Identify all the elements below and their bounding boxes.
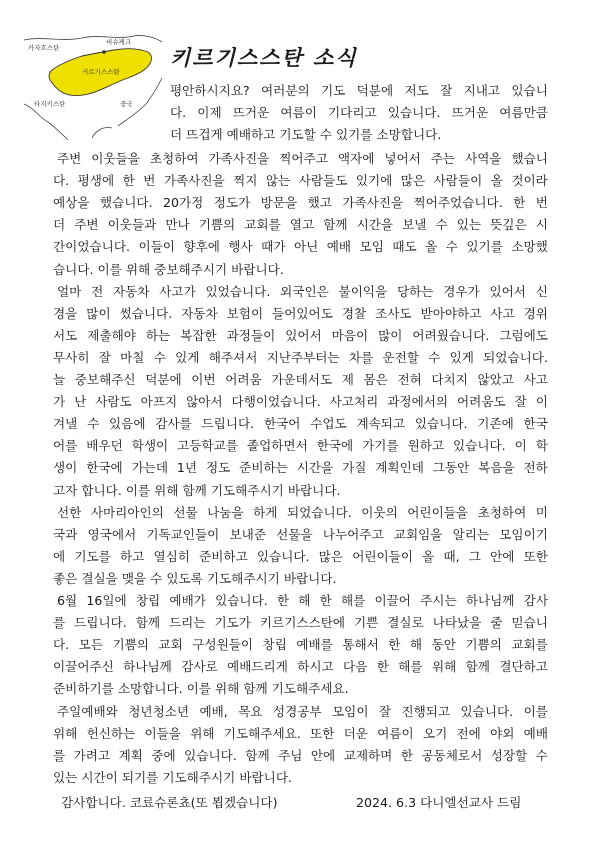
body-line: 겨낼 수 있음에 감사를 드립니다. 한국어 수업도 계속되고 있습니다. 기존에 한국 xyxy=(53,416,548,432)
intro-line: 평안하시지요? 여러분의 기도 덕분에 저도 잘 지내고 있습니 xyxy=(170,83,548,98)
map-label-bishkek: 비슈케크 xyxy=(106,38,132,46)
body-line: 예상을 했습니다. 20가정 정도가 방문을 했고 가족사진을 찍어주었습니다. 한 번 xyxy=(53,195,548,211)
body-line: 위해 헌신하는 이들을 위해 기도해주세요. 또한 더운 여름이 오기 전에 야외 예배 xyxy=(53,725,548,741)
body-line: 좋은 결실을 맺을 수 있도록 기도해주시기 바랍니다. xyxy=(53,570,337,586)
map-svg xyxy=(22,30,164,142)
intro-line: 다. 이제 뜨거운 여름이 기다리고 있습니다. 뜨거운 여름만큼 xyxy=(170,104,548,120)
closing-thanks: 감사합니다. 코료슈론쵸(또 뵙겠습니다) xyxy=(61,795,278,810)
map-label-kyrgyzstan: 키르기스스탄 xyxy=(82,68,120,76)
bishkek-dot xyxy=(102,50,106,54)
body-line: 주변 이웃들을 초청하여 가족사진을 찍어주고 액자에 넣어서 주는 사역을 했습니 xyxy=(53,151,548,166)
body-line: 습니다. 이를 위해 중보해주시기 바랍니다. xyxy=(53,261,284,277)
body-line: 무사히 잘 마칠 수 있게 해주셔서 지난주부터는 차를 운전할 수 있게 되었습니다. xyxy=(53,349,548,365)
body-line: 주일예배와 청년청소년 예배, 목요 성경공부 모임이 잘 진행되고 있습니다. 이를 xyxy=(53,703,548,719)
body-line: 얼마 전 자동차 사고가 있었습니다. 외국인은 불이익을 당하는 경우가 있어서 신 xyxy=(53,283,548,299)
body-line: 가 난 사람도 아프지 않아서 다행이었습니다. 사고처리 과정에서의 어려움도 잘 이 xyxy=(53,394,548,410)
closing-signature: 2024. 6.3 다니엘선교사 드림 xyxy=(356,795,522,810)
body-line: 선한 사마리아인의 선물 나눔을 하게 되었습니다. 이웃의 어린이들을 초청하여 미 xyxy=(53,504,548,520)
body-line: 국과 영국에서 기독교인들이 보내준 선물을 나누어주고 교회임을 알리는 모임이기 xyxy=(53,526,548,542)
body-line: 있는 시간이 되기를 기도해주시기 바랍니다. xyxy=(53,769,292,785)
newsletter-title: 키르기스스탄 소식 xyxy=(170,45,358,70)
kyrgyzstan-map xyxy=(22,30,164,142)
body-line: 6월 16일에 창립 예배가 있습니다. 한 해 한 해를 이끌어 주시는 하나님께 감사 xyxy=(53,593,548,608)
body-line: 고자 합니다. 이를 위해 함께 기도해주시기 바랍니다. xyxy=(53,482,341,498)
body-line: 다. 모든 기쁨의 교회 구성원들이 창립 예배를 통해서 한 해 동안 기쁨의 교회를 xyxy=(53,637,548,653)
body-line: 생이 한국에 가는데 1년 정도 준비하는 시간을 가질 계획인데 그동안 복음을 전하 xyxy=(53,460,548,476)
body-line: 더 주변 이웃들과 만나 기쁨의 교회를 열고 함께 시간을 보낼 수 있는 뜻깊은 시 xyxy=(53,217,548,233)
body-line: 를 가려고 계획 중에 있습니다. 함께 주님 안에 교제하며 한 공동체로서 성장할 수 xyxy=(53,747,548,763)
body-line: 다. 평생에 한 번 가족사진을 찍지 않는 사람들도 있기에 많은 사람들이 올 것이라 xyxy=(53,173,548,189)
map-label-tajikistan: 타지키스탄 xyxy=(34,100,66,108)
body-line: 준비하기를 소망합니다. 이를 위해 함께 기도해주세요. xyxy=(53,681,349,697)
body-line: 경을 많이 썼습니다. 자동차 보험이 들어있어도 경찰 조사도 받아야하고 사고 경위 xyxy=(53,305,548,321)
map-label-kazakhstan: 카자흐스탄 xyxy=(28,44,60,52)
map-label-china: 중국 xyxy=(120,100,133,108)
body-line: 서도 제출해야 하는 복잡한 과정들이 있어서 마음이 많이 어려웠습니다. 그럼에도 xyxy=(53,327,548,343)
body-line: 늘 중보해주신 덕분에 이번 어려움 가운데서도 제 몸은 전혀 다치지 않았고 사고 xyxy=(53,372,548,387)
body-line: 간이었습니다. 이들이 향후에 행사 때가 아닌 예배 모임 때도 올 수 있기를 소망했 xyxy=(53,239,548,255)
body-line: 를 드립니다. 함께 드리는 기도가 키르기스스탄에 기쁜 결실로 나타났을 줄 믿습니 xyxy=(53,615,548,631)
body-line: 어를 배우던 학생이 고등학교를 졸업하면서 한국에 가기를 원하고 있습니다. 이 학 xyxy=(53,438,548,454)
body-line: 에 기도를 하고 열심히 준비하고 있습니다. 많은 어린이들이 올 때, 그 안에 또한 xyxy=(53,548,548,564)
intro-line: 더 뜨겁게 예배하고 기도할 수 있기를 소망합니다. xyxy=(170,126,442,142)
body-line: 이끌어주신 하나님께 감사로 예배드리게 하시고 다음 한 해를 위해 함께 결단하고 xyxy=(53,659,548,675)
